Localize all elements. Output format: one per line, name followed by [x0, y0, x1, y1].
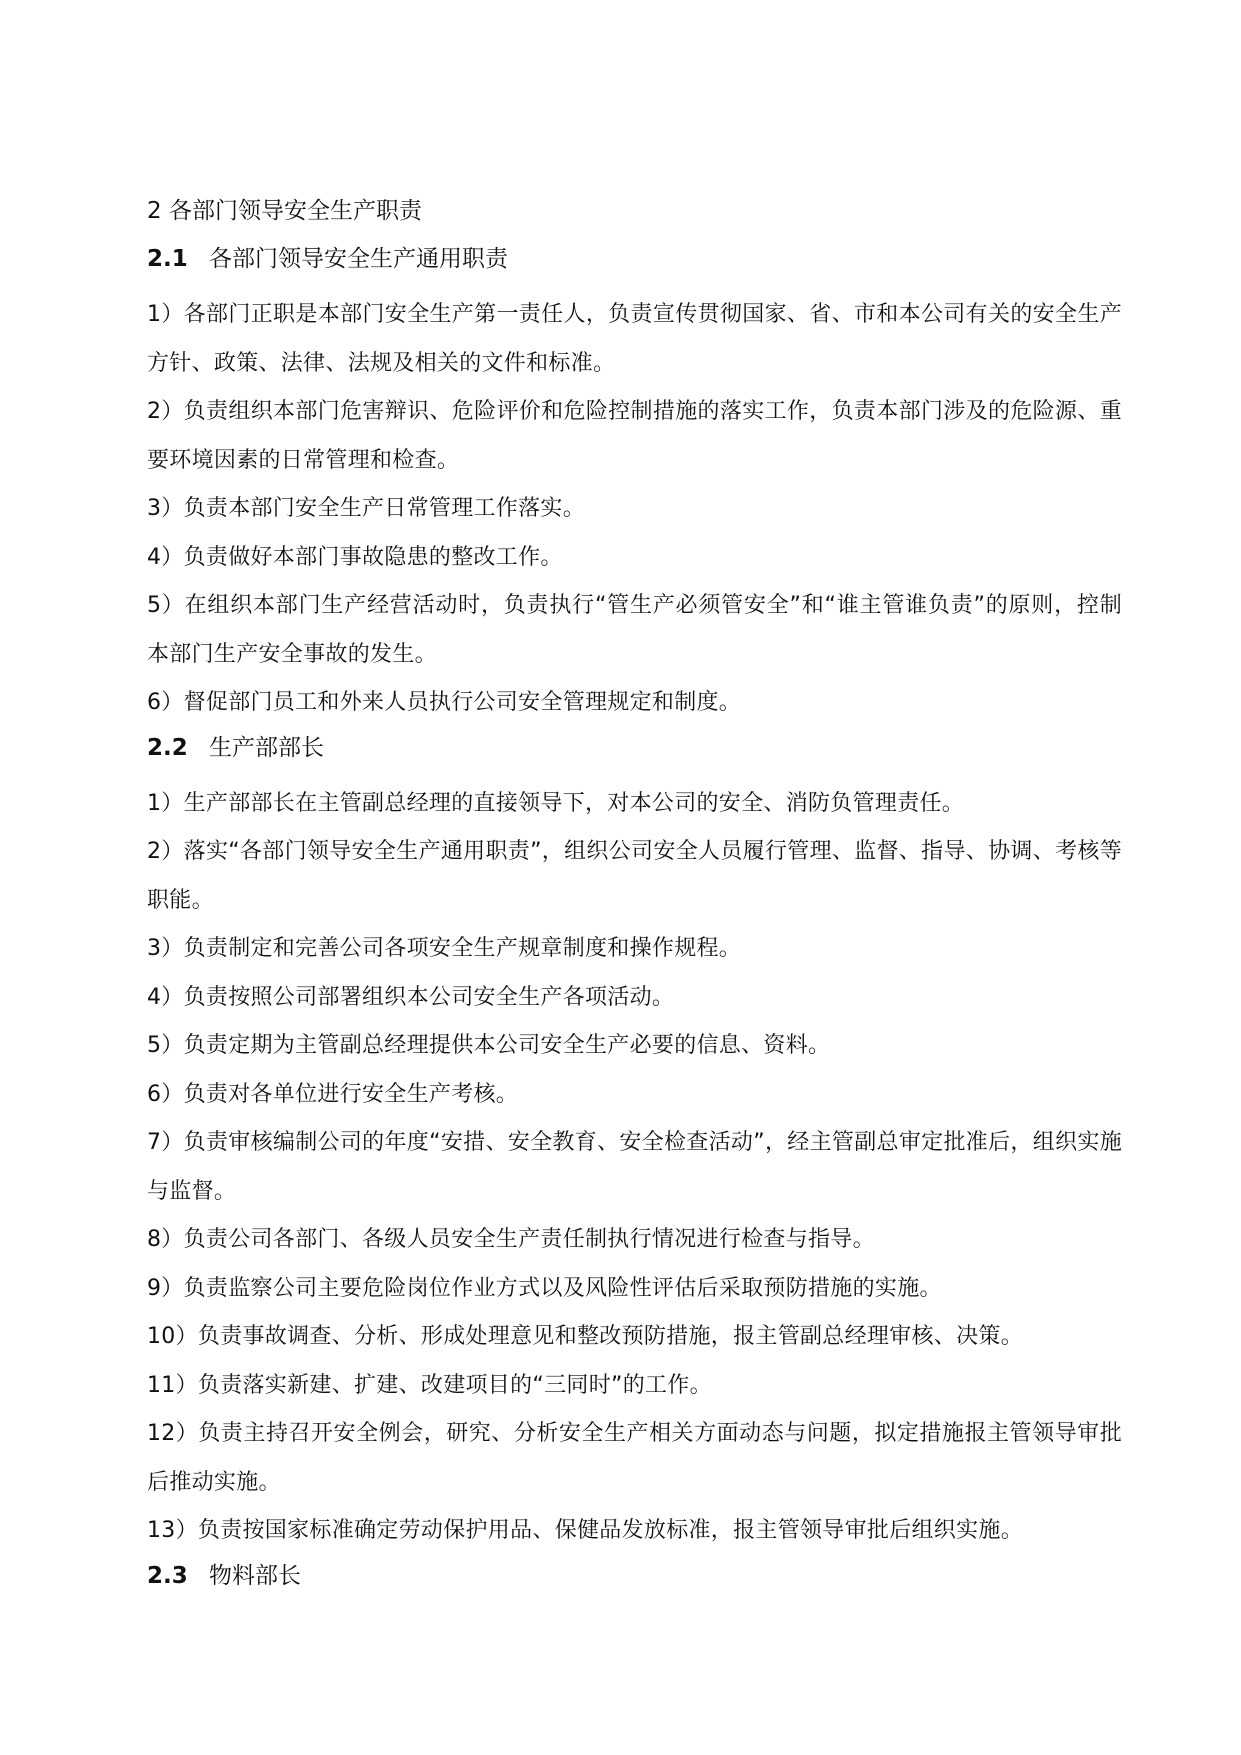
- list-item: 4）负责按照公司部署组织本公司安全生产各项活动。: [147, 984, 675, 1010]
- list-item: 1）各部门正职是本部门安全生产第一责任人，负责宣传贯彻国家、省、市和本公司有关的安全生产方针、政策、法律、法规及相关的文件和标准。: [147, 302, 1122, 376]
- list-item: 13）负责按国家标准确定劳动保护用品、保健品发放标准，报主管领导审批后组织实施。: [147, 1518, 1023, 1543]
- section-heading-2-3: [147, 1560, 1122, 1592]
- list-item: 3）负责本部门安全生产日常管理工作落实。: [147, 496, 585, 521]
- section-number: 2.2: [147, 734, 188, 761]
- section-heading-2-2: [147, 732, 1122, 764]
- section-number: 2.3: [147, 1562, 188, 1589]
- list-item: 4）负责做好本部门事故隐患的整改工作。: [147, 544, 563, 570]
- list-item: 9）负责监察公司主要危险岗位作业方式以及风险性评估后采取预防措施的实施。: [147, 1275, 942, 1301]
- section-title: 各部门领导安全生产通用职责: [209, 246, 508, 272]
- section-items-2-1: [147, 291, 1122, 728]
- list-item: 6）负责对各单位进行安全生产考核。: [147, 1081, 519, 1107]
- section-items-2-2: [147, 780, 1122, 1556]
- list-item: 1）生产部部长在主管副总经理的直接领导下，对本公司的安全、消防负管理责任。: [147, 790, 965, 816]
- list-item: 7）负责审核编制公司的年度“安措、安全教育、安全检查活动”，经主管副总审定批准后，组织实施与监督。: [147, 1130, 1122, 1204]
- list-item: 2）负责组织本部门危害辩识、危险评价和危险控制措施的落实工作，负责本部门涉及的危险源、重要环境因素的日常管理和检查。: [147, 399, 1122, 473]
- section-title: 物料部长: [209, 1562, 301, 1589]
- list-item: 2）落实“各部门领导安全生产通用职责”，组织公司安全人员履行管理、监督、指导、协调、考核等职能。: [147, 839, 1122, 913]
- list-item: 5）负责定期为主管副总经理提供本公司安全生产必要的信息、资料。: [147, 1033, 831, 1058]
- list-item: 12）负责主持召开安全例会，研究、分析安全生产相关方面动态与问题，拟定措施报主管领导审批后推动实施。: [147, 1421, 1122, 1495]
- section-title: 生产部部长: [209, 734, 324, 761]
- list-item: 5）在组织本部门生产经营活动时，负责执行“管生产必须管安全”和“谁主管谁负责”的原则，控制本部门生产安全事故的发生。: [147, 593, 1122, 667]
- section-heading-2-1: [147, 243, 1122, 275]
- list-item: 6）督促部门员工和外来人员执行公司安全管理规定和制度。: [147, 690, 742, 715]
- section-number: 2.1: [147, 246, 188, 272]
- list-item: 10）负责事故调查、分析、形成处理意见和整改预防措施，报主管副总经理审核、决策。: [147, 1324, 1023, 1349]
- list-item: 3）负责制定和完善公司各项安全生产规章制度和操作规程。: [147, 936, 742, 961]
- list-item: 8）负责公司各部门、各级人员安全生产责任制执行情况进行检查与指导。: [147, 1227, 875, 1252]
- document-body: [147, 195, 1122, 1608]
- chapter-heading: 2 各部门领导安全生产职责: [147, 198, 422, 224]
- list-item: 11）负责落实新建、扩建、改建项目的“三同时”的工作。: [147, 1372, 712, 1398]
